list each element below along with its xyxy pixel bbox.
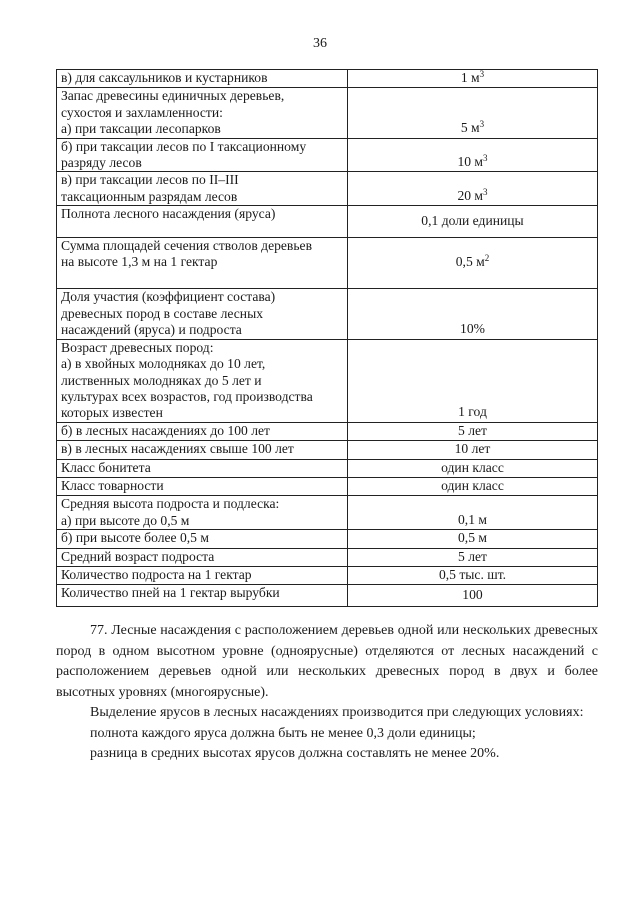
body-text bbox=[56, 621, 598, 765]
unit-exponent: 3 bbox=[483, 186, 488, 197]
parameter-line: а) в хвойных молодняках до 10 лет, bbox=[61, 356, 266, 372]
parameter-cell bbox=[57, 459, 348, 477]
value-cell bbox=[348, 88, 598, 138]
norms-table-body bbox=[57, 70, 598, 607]
parameter-line: культурах всех возрастов, год производства bbox=[61, 388, 313, 404]
parameter-line: б) в лесных насаждениях до 100 лет bbox=[61, 422, 270, 438]
value-cell bbox=[348, 496, 598, 530]
unit-exponent: 3 bbox=[479, 119, 485, 130]
unit-exponent: 3 bbox=[479, 69, 485, 79]
table-row bbox=[57, 548, 598, 566]
value-text: 0,5 м bbox=[455, 254, 485, 270]
parameter-line: б) при таксации лесов по I таксационному bbox=[61, 138, 307, 154]
parameter-cell bbox=[57, 477, 348, 495]
table-row bbox=[57, 441, 598, 459]
value-cell bbox=[348, 172, 598, 206]
parameter-line: Возраст древесных пород: bbox=[61, 339, 214, 355]
condition-density: полнота каждого яруса должна быть не менее 0,3 доли единицы; bbox=[90, 725, 476, 741]
unit-exponent: 2 bbox=[484, 253, 490, 264]
value-text: 5 лет bbox=[458, 422, 487, 438]
value-text: 1 м bbox=[460, 70, 480, 85]
parameter-line: лиственных молодняках до 5 лет и bbox=[61, 372, 262, 388]
table-row bbox=[57, 70, 598, 88]
value-cell bbox=[348, 70, 598, 88]
parameter-line: Доля участия (коэффициент состава) bbox=[61, 289, 276, 305]
parameter-line: древесных пород в составе лесных bbox=[61, 305, 264, 321]
value-text: один класс bbox=[441, 459, 504, 475]
parameter-line: Класс бонитета bbox=[61, 459, 151, 475]
parameter-line: а) при таксации лесопарков bbox=[61, 121, 221, 137]
table-row bbox=[57, 88, 598, 138]
parameter-cell bbox=[57, 496, 348, 530]
parameter-cell bbox=[57, 88, 348, 138]
value-cell bbox=[348, 441, 598, 459]
table-row bbox=[57, 289, 598, 339]
paragraph-tier-conditions: Выделение ярусов в лесных насаждениях производится при следующих условиях: bbox=[90, 705, 584, 720]
parameter-cell bbox=[57, 289, 348, 339]
table-row bbox=[57, 477, 598, 495]
parameter-cell bbox=[57, 441, 348, 459]
parameter-cell bbox=[57, 206, 348, 237]
parameter-cell bbox=[57, 422, 348, 440]
parameter-line: которых известен bbox=[61, 405, 163, 421]
parameter-cell bbox=[57, 70, 348, 88]
parameter-cell bbox=[57, 172, 348, 206]
condition-height-difference: разница в средних высотах ярусов должна составлять не менее 20%. bbox=[90, 746, 500, 761]
value-text: 100 bbox=[462, 586, 483, 602]
parameter-line: Сумма площадей сечения стволов деревьев bbox=[61, 237, 312, 253]
value-text: 0,1 доли единицы bbox=[421, 212, 524, 228]
value-cell bbox=[348, 138, 598, 172]
value-cell bbox=[348, 422, 598, 440]
value-cell bbox=[348, 585, 598, 606]
table-row bbox=[57, 138, 598, 172]
parameter-line: таксационным разрядам лесов bbox=[61, 188, 238, 204]
parameter-line: Запас древесины единичных деревьев, bbox=[61, 88, 285, 104]
page-number: 36 bbox=[313, 36, 327, 51]
value-text: один класс bbox=[441, 477, 504, 493]
parameter-line: в) при таксации лесов по II–III bbox=[61, 172, 239, 188]
parameter-line: Средняя высота подроста и подлеска: bbox=[61, 496, 280, 512]
parameter-cell bbox=[57, 585, 348, 606]
value-cell bbox=[348, 206, 598, 237]
table-row bbox=[57, 172, 598, 206]
table-row bbox=[57, 459, 598, 477]
parameter-line: Количество подроста на 1 гектар bbox=[61, 566, 252, 582]
value-text: 5 м bbox=[460, 120, 480, 136]
value-text: 10% bbox=[460, 321, 485, 337]
parameter-cell bbox=[57, 138, 348, 172]
parameter-cell bbox=[57, 530, 348, 548]
parameter-cell bbox=[57, 566, 348, 584]
table-row bbox=[57, 237, 598, 289]
parameter-line: в) в лесных насаждениях свыше 100 лет bbox=[61, 441, 294, 457]
value-text: 20 м bbox=[457, 187, 484, 203]
norms-table bbox=[56, 69, 598, 607]
parameter-line: Средний возраст подроста bbox=[61, 548, 215, 564]
value-text: 10 м bbox=[457, 154, 484, 170]
table-row bbox=[57, 422, 598, 440]
parameter-line: на высоте 1,3 м на 1 гектар bbox=[61, 254, 218, 270]
unit-exponent: 3 bbox=[483, 153, 488, 164]
parameter-line: а) при высоте до 0,5 м bbox=[61, 512, 190, 528]
table-row bbox=[57, 530, 598, 548]
parameter-line: Количество пней на 1 гектар вырубки bbox=[61, 585, 280, 601]
table-row bbox=[57, 566, 598, 584]
parameter-cell bbox=[57, 548, 348, 566]
value-cell bbox=[348, 289, 598, 339]
parameter-line: Класс товарности bbox=[61, 477, 164, 493]
value-text: 1 год bbox=[458, 404, 487, 420]
value-cell bbox=[348, 548, 598, 566]
value-cell bbox=[348, 237, 598, 289]
table-row bbox=[57, 206, 598, 237]
parameter-cell bbox=[57, 237, 348, 289]
parameter-line: разряду лесов bbox=[61, 155, 142, 171]
value-cell bbox=[348, 566, 598, 584]
table-row bbox=[57, 339, 598, 422]
value-text: 10 лет bbox=[454, 441, 491, 457]
value-cell bbox=[348, 339, 598, 422]
parameter-line: Полнота лесного насаждения (яруса) bbox=[61, 206, 276, 222]
value-text: 0,5 тыс. шт. bbox=[438, 566, 507, 582]
table-row bbox=[57, 496, 598, 530]
value-cell bbox=[348, 477, 598, 495]
paragraph-77: 77. Лесные насаждения с расположением деревьев одной или нескольких древесных пород в одном высотном уровне (одноярусные) отделяются от лесных насаждений с расположением деревьев одной или нескольких древесных пород в двух и более высотных уровнях (многоярусные). bbox=[56, 623, 598, 700]
parameter-line: б) при высоте более 0,5 м bbox=[61, 530, 209, 546]
value-text: 0,1 м bbox=[458, 511, 487, 527]
parameter-line: насаждений (яруса) и подроста bbox=[61, 322, 242, 338]
parameter-line: в) для саксаульников и кустарников bbox=[61, 70, 268, 85]
value-cell bbox=[348, 530, 598, 548]
parameter-line: сухостоя и захламленности: bbox=[61, 104, 223, 120]
value-text: 5 лет bbox=[458, 548, 487, 564]
value-text: 0,5 м bbox=[458, 530, 487, 546]
value-cell bbox=[348, 459, 598, 477]
parameter-cell bbox=[57, 339, 348, 422]
table-row bbox=[57, 585, 598, 606]
